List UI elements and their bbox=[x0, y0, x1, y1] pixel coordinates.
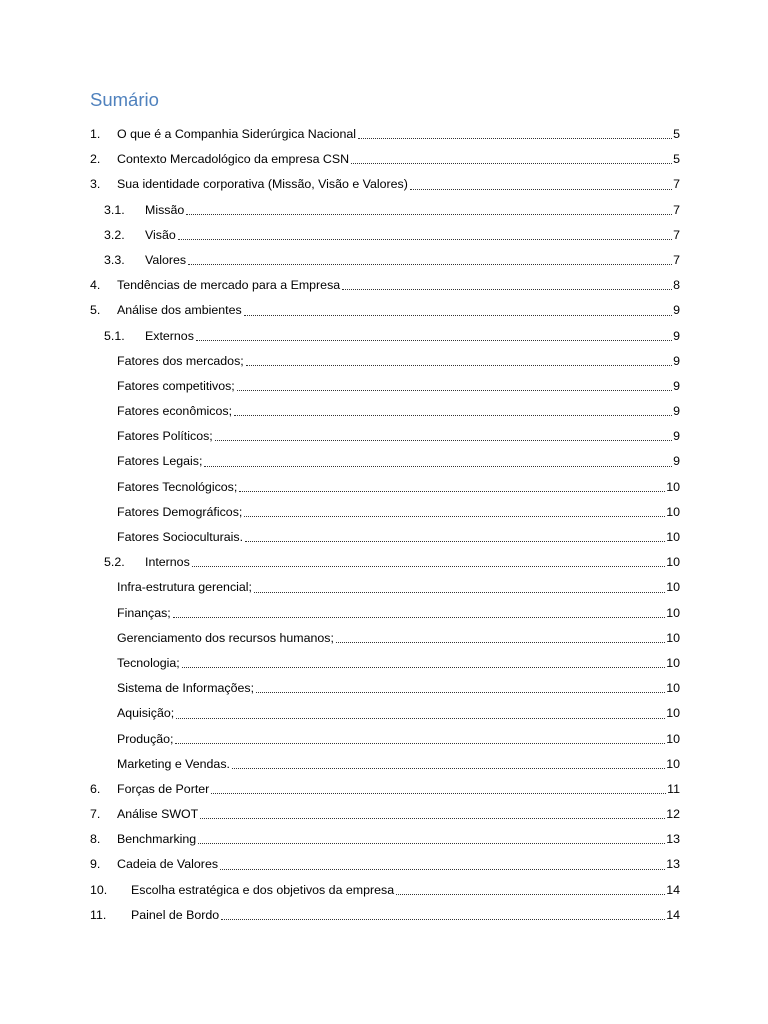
toc-entry-page-number: 9 bbox=[672, 349, 680, 374]
toc-entry[interactable] bbox=[90, 198, 680, 223]
toc-entry-title: Fatores Demográficos; bbox=[117, 500, 244, 525]
toc-entry-page-number: 7 bbox=[672, 172, 680, 197]
toc-entry[interactable] bbox=[90, 248, 680, 273]
toc-entry[interactable] bbox=[90, 475, 680, 500]
toc-entry-number: 3.3. bbox=[104, 252, 125, 267]
toc-entry-title: Fatores econômicos; bbox=[117, 399, 234, 424]
toc-entry-link[interactable] bbox=[90, 878, 680, 903]
toc-entry-link[interactable] bbox=[90, 777, 680, 802]
toc-entry-page-number: 10 bbox=[665, 626, 680, 651]
toc-entry-number: 3.1. bbox=[104, 202, 125, 217]
toc-entry-number: 2. bbox=[90, 152, 101, 167]
toc-entry-page-number: 11 bbox=[666, 777, 680, 802]
toc-entry-title: Escolha estratégica e dos objetivos da empresa bbox=[131, 878, 396, 903]
dot-leader bbox=[336, 641, 665, 643]
toc-entry-page-number: 8 bbox=[672, 273, 680, 298]
toc-entry-page-number: 10 bbox=[665, 676, 680, 701]
toc-entry[interactable] bbox=[90, 852, 680, 877]
toc-entry-number: 9. bbox=[90, 857, 101, 872]
toc-entry-link[interactable] bbox=[90, 626, 680, 651]
dot-leader bbox=[239, 490, 665, 492]
toc-entry-title: Forças de Porter bbox=[117, 777, 211, 802]
dot-leader bbox=[211, 792, 666, 794]
toc-entry[interactable] bbox=[90, 903, 680, 928]
dot-leader bbox=[342, 288, 672, 290]
toc-entry-link[interactable] bbox=[90, 147, 680, 172]
toc-entry-title: Painel de Bordo bbox=[131, 903, 221, 928]
toc-entry-title: Externos bbox=[145, 324, 196, 349]
toc-entry-page-number: 9 bbox=[672, 298, 680, 323]
dot-leader bbox=[192, 565, 665, 567]
toc-entry-number: 5.1. bbox=[104, 328, 125, 343]
toc-entry-title: Análise SWOT bbox=[117, 802, 200, 827]
dot-leader bbox=[196, 339, 672, 341]
toc-entry-page-number: 13 bbox=[665, 852, 680, 877]
toc-entry-title: Marketing e Vendas. bbox=[117, 752, 232, 777]
toc-entry-title: Fatores Tecnológicos; bbox=[117, 475, 239, 500]
toc-entry[interactable] bbox=[90, 374, 680, 399]
toc-entry[interactable] bbox=[90, 550, 680, 575]
toc-entry-link[interactable] bbox=[90, 903, 680, 928]
toc-entry-title: Tecnologia; bbox=[117, 651, 182, 676]
toc-entry-link[interactable] bbox=[90, 298, 680, 323]
toc-entry[interactable] bbox=[90, 223, 680, 248]
toc-entry-page-number: 10 bbox=[665, 500, 680, 525]
toc-entry-title: Sistema de Informações; bbox=[117, 676, 256, 701]
toc-entry[interactable] bbox=[90, 827, 680, 852]
toc-entry-page-number: 10 bbox=[665, 550, 680, 575]
toc-entry[interactable] bbox=[90, 575, 680, 600]
toc-entry-link[interactable] bbox=[90, 827, 680, 852]
toc-entry-title: Gerenciamento dos recursos humanos; bbox=[117, 626, 336, 651]
toc-entry[interactable] bbox=[90, 147, 680, 172]
toc-entry-page-number: 7 bbox=[672, 223, 680, 248]
toc-entry-number: 5.2. bbox=[104, 555, 125, 570]
toc-entry-title: O que é a Companhia Siderúrgica Nacional bbox=[117, 122, 358, 147]
dot-leader bbox=[351, 162, 672, 164]
dot-leader bbox=[244, 314, 672, 316]
toc-entry-link[interactable] bbox=[90, 349, 680, 374]
toc-entry-page-number: 5 bbox=[672, 147, 680, 172]
toc-entry-title: Cadeia de Valores bbox=[117, 852, 220, 877]
dot-leader bbox=[234, 414, 672, 416]
toc-entry-number: 8. bbox=[90, 832, 101, 847]
toc-entry-link[interactable] bbox=[90, 727, 680, 752]
toc-entry[interactable] bbox=[90, 601, 680, 626]
toc-entry-page-number: 7 bbox=[672, 248, 680, 273]
toc-entry[interactable] bbox=[90, 878, 680, 903]
toc-entry-page-number: 14 bbox=[665, 903, 680, 928]
toc-entry-title: Fatores Políticos; bbox=[117, 424, 215, 449]
toc-entry-link[interactable] bbox=[90, 172, 680, 197]
dot-leader bbox=[245, 540, 665, 542]
toc-entry-title: Benchmarking bbox=[117, 827, 198, 852]
toc-entry-title: Contexto Mercadológico da empresa CSN bbox=[117, 147, 351, 172]
toc-entry-page-number: 9 bbox=[672, 424, 680, 449]
dot-leader bbox=[256, 691, 665, 693]
toc-entry-page-number: 9 bbox=[672, 399, 680, 424]
toc-entry-page-number: 10 bbox=[665, 475, 680, 500]
toc-entry[interactable] bbox=[90, 676, 680, 701]
toc-entry-link[interactable] bbox=[90, 449, 680, 474]
dot-leader bbox=[358, 137, 672, 139]
toc-entry[interactable] bbox=[90, 802, 680, 827]
toc-entry-title: Fatores Legais; bbox=[117, 449, 204, 474]
toc-entry-link[interactable] bbox=[90, 852, 680, 877]
toc-entry[interactable] bbox=[90, 777, 680, 802]
toc-entry[interactable] bbox=[90, 324, 680, 349]
toc-entry-page-number: 10 bbox=[665, 525, 680, 550]
toc-entry[interactable] bbox=[90, 701, 680, 726]
toc-entry-number: 6. bbox=[90, 781, 101, 796]
toc-entry[interactable] bbox=[90, 752, 680, 777]
dot-leader bbox=[176, 717, 665, 719]
toc-entry[interactable] bbox=[90, 273, 680, 298]
dot-leader bbox=[220, 868, 665, 870]
toc-entry-number: 4. bbox=[90, 278, 101, 293]
dot-leader bbox=[237, 389, 672, 391]
toc-entry[interactable] bbox=[90, 399, 680, 424]
toc-entry-link[interactable] bbox=[90, 374, 680, 399]
dot-leader bbox=[178, 238, 672, 240]
dot-leader bbox=[186, 213, 672, 215]
dot-leader bbox=[188, 263, 672, 265]
toc-entry-title: Análise dos ambientes bbox=[117, 298, 244, 323]
toc-entry-page-number: 13 bbox=[665, 827, 680, 852]
toc-entry-link[interactable] bbox=[90, 399, 680, 424]
toc-entry-title: Missão bbox=[145, 198, 186, 223]
toc-entry-link[interactable] bbox=[90, 575, 680, 600]
toc-entry[interactable] bbox=[90, 626, 680, 651]
toc-entry-page-number: 5 bbox=[672, 122, 680, 147]
dot-leader bbox=[215, 439, 672, 441]
toc-entry-link[interactable] bbox=[90, 223, 680, 248]
toc-entry-link[interactable] bbox=[90, 500, 680, 525]
toc-entry[interactable] bbox=[90, 449, 680, 474]
toc-entry-title: Infra-estrutura gerencial; bbox=[117, 575, 254, 600]
dot-leader bbox=[200, 817, 665, 819]
toc-entry-page-number: 9 bbox=[672, 374, 680, 399]
toc-entry-number: 7. bbox=[90, 807, 101, 822]
toc-entry-page-number: 10 bbox=[665, 651, 680, 676]
toc-entry[interactable] bbox=[90, 349, 680, 374]
toc-entry-page-number: 7 bbox=[672, 198, 680, 223]
toc-entry-number: 3.2. bbox=[104, 227, 125, 242]
toc-entry-link[interactable] bbox=[90, 701, 680, 726]
toc-entry-number: 10. bbox=[90, 882, 108, 897]
dot-leader bbox=[198, 842, 665, 844]
toc-entry-title: Tendências de mercado para a Empresa bbox=[117, 273, 342, 298]
toc-entry-page-number: 14 bbox=[665, 878, 680, 903]
toc-entry-link[interactable] bbox=[90, 324, 680, 349]
toc-entry-link[interactable] bbox=[90, 676, 680, 701]
toc-entry[interactable] bbox=[90, 298, 680, 323]
toc-entry-link[interactable] bbox=[90, 198, 680, 223]
toc-entry-title: Aquisição; bbox=[117, 701, 176, 726]
toc-entry[interactable] bbox=[90, 500, 680, 525]
toc-entry[interactable] bbox=[90, 525, 680, 550]
toc-entry-page-number: 9 bbox=[672, 324, 680, 349]
dot-leader bbox=[175, 742, 665, 744]
dot-leader bbox=[244, 515, 665, 517]
dot-leader bbox=[221, 918, 665, 920]
toc-entry-link[interactable] bbox=[90, 525, 680, 550]
dot-leader bbox=[410, 188, 672, 190]
dot-leader bbox=[182, 666, 665, 668]
toc-entry-page-number: 10 bbox=[665, 701, 680, 726]
toc-entry-page-number: 10 bbox=[665, 601, 680, 626]
toc-entry-title: Visão bbox=[145, 223, 178, 248]
toc-entry-number: 5. bbox=[90, 303, 101, 318]
toc-entry-page-number: 10 bbox=[665, 575, 680, 600]
toc-entry-link[interactable] bbox=[90, 273, 680, 298]
toc-entry-page-number: 12 bbox=[665, 802, 680, 827]
toc-entry-title: Sua identidade corporativa (Missão, Visão e Valores) bbox=[117, 172, 410, 197]
toc-entry-title: Fatores dos mercados; bbox=[117, 349, 246, 374]
toc-entry-title: Fatores Socioculturais. bbox=[117, 525, 245, 550]
toc-entry-link[interactable] bbox=[90, 601, 680, 626]
toc-entry[interactable] bbox=[90, 122, 680, 147]
toc-entry[interactable] bbox=[90, 172, 680, 197]
toc-entry-number: 11. bbox=[90, 907, 107, 922]
toc-list bbox=[90, 122, 680, 928]
toc-entry-number: 3. bbox=[90, 177, 101, 192]
toc-entry-title: Internos bbox=[145, 550, 192, 575]
toc-entry-link[interactable] bbox=[90, 752, 680, 777]
toc-entry[interactable] bbox=[90, 424, 680, 449]
toc-entry-link[interactable] bbox=[90, 550, 680, 575]
dot-leader bbox=[204, 465, 672, 467]
toc-entry-page-number: 10 bbox=[665, 727, 680, 752]
toc-entry-page-number: 10 bbox=[665, 752, 680, 777]
dot-leader bbox=[396, 893, 665, 895]
dot-leader bbox=[246, 364, 672, 366]
toc-entry-title: Produção; bbox=[117, 727, 175, 752]
dot-leader bbox=[254, 591, 665, 593]
toc-entry-link[interactable] bbox=[90, 122, 680, 147]
toc-entry-link[interactable] bbox=[90, 651, 680, 676]
toc-entry-link[interactable] bbox=[90, 475, 680, 500]
toc-entry-link[interactable] bbox=[90, 424, 680, 449]
toc-heading: Sumário bbox=[90, 89, 159, 110]
toc-entry-title: Finanças; bbox=[117, 601, 173, 626]
toc-entry[interactable] bbox=[90, 651, 680, 676]
toc-entry-page-number: 9 bbox=[672, 449, 680, 474]
toc-entry-number: 1. bbox=[90, 127, 101, 141]
toc-entry-title: Fatores competitivos; bbox=[117, 374, 237, 399]
toc-entry-link[interactable] bbox=[90, 248, 680, 273]
toc-entry-link[interactable] bbox=[90, 802, 680, 827]
dot-leader bbox=[232, 767, 665, 769]
toc-entry[interactable] bbox=[90, 727, 680, 752]
dot-leader bbox=[173, 616, 665, 618]
toc-entry-title: Valores bbox=[145, 248, 188, 273]
